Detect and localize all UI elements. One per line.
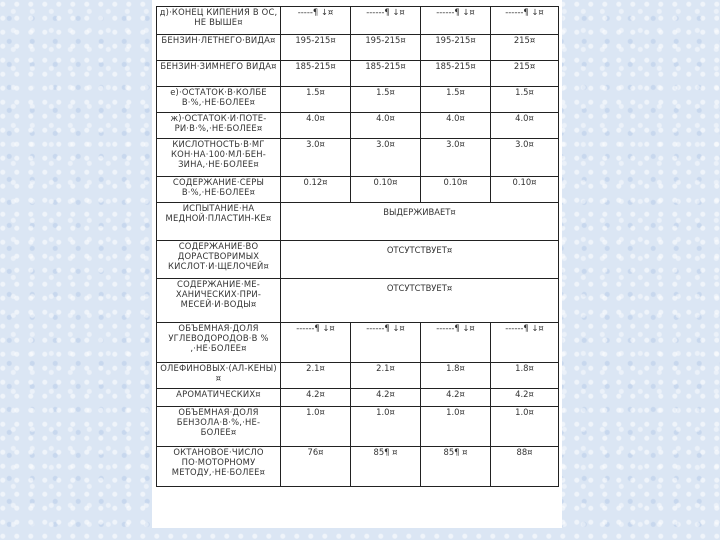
value-cell: ------¶ ↓¤ — [491, 7, 559, 35]
document-page — [152, 0, 562, 528]
value-cell: 185-215¤ — [351, 61, 421, 87]
table-row — [157, 139, 559, 177]
value-cell: 0.10¤ — [421, 177, 491, 203]
value-cell: ------¶ ↓¤ — [421, 7, 491, 35]
value-cell: 215¤ — [491, 61, 559, 87]
value-cell: 1.0¤ — [491, 407, 559, 447]
row-label: КИСЛОТНОСТЬ·В·МГ КОН·НА·100·МЛ·БЕН-ЗИНА,·НЕ·БОЛЕЕ¤ — [157, 139, 281, 177]
table-row — [157, 7, 559, 35]
table-row — [157, 279, 559, 323]
value-cell: 1.8¤ — [421, 363, 491, 389]
table-row — [157, 389, 559, 407]
value-cell: 195-215¤ — [351, 35, 421, 61]
table-row — [157, 61, 559, 87]
value-cell: 1.8¤ — [491, 363, 559, 389]
value-cell: 215¤ — [491, 35, 559, 61]
value-cell: ------¶ ↓¤ — [491, 323, 559, 363]
value-cell: 4.0¤ — [491, 113, 559, 139]
row-label: ж)·ОСТАТОК·И·ПОТЕ-РИ·В·%,·НЕ·БОЛЕЕ¤ — [157, 113, 281, 139]
merged-value-cell: ОТСУТСТВУЕТ¤ — [281, 241, 559, 279]
value-cell: -----¶ ↓¤ — [281, 7, 351, 35]
value-cell: 88¤ — [491, 447, 559, 487]
table-row — [157, 87, 559, 113]
value-cell: 0.10¤ — [491, 177, 559, 203]
value-cell: 185-215¤ — [281, 61, 351, 87]
value-cell: 85¶ ¤ — [351, 447, 421, 487]
value-cell: 2.1¤ — [351, 363, 421, 389]
value-cell: 4.0¤ — [421, 113, 491, 139]
row-label: ОБЪЕМНАЯ·ДОЛЯ УГЛЕВОДОРОДОВ·В % ,·НЕ·БОЛЕЕ¤ — [157, 323, 281, 363]
value-cell: 1.0¤ — [421, 407, 491, 447]
specification-table — [156, 6, 559, 487]
value-cell: 1.5¤ — [351, 87, 421, 113]
value-cell: ------¶ ↓¤ — [421, 323, 491, 363]
value-cell: 4.2¤ — [281, 389, 351, 407]
row-label: д)·КОНЕЦ КИПЕНИЯ В ОС, НЕ ВЫШЕ¤ — [157, 7, 281, 35]
row-label: ИСПЫТАНИЕ·НА МЕДНОЙ·ПЛАСТИН-КЕ¤ — [157, 203, 281, 241]
row-label: ОКТАНОВОЕ·ЧИСЛО ПО·МОТОРНОМУ МЕТОДУ,·НЕ·БОЛЕЕ¤ — [157, 447, 281, 487]
value-cell: 76¤ — [281, 447, 351, 487]
value-cell: 195-215¤ — [281, 35, 351, 61]
row-label: СОДЕРЖАНИЕ·ВО ДОРАСТВОРИМЫХ КИСЛОТ·И·ЩЕЛОЧЕЙ¤ — [157, 241, 281, 279]
value-cell: 1.0¤ — [281, 407, 351, 447]
merged-value-cell: ВЫДЕРЖИВАЕТ¤ — [281, 203, 559, 241]
value-cell: 1.5¤ — [491, 87, 559, 113]
value-cell: 1.0¤ — [351, 407, 421, 447]
value-cell: 195-215¤ — [421, 35, 491, 61]
table-row — [157, 241, 559, 279]
value-cell: 85¶ ¤ — [421, 447, 491, 487]
value-cell: 185-215¤ — [421, 61, 491, 87]
value-cell: 4.2¤ — [421, 389, 491, 407]
value-cell: 0.12¤ — [281, 177, 351, 203]
value-cell: 3.0¤ — [491, 139, 559, 177]
row-label: СОДЕРЖАНИЕ·МЕ-ХАНИЧЕСКИХ·ПРИ-МЕСЕЙ·И·ВОДЫ¤ — [157, 279, 281, 323]
value-cell: 4.0¤ — [351, 113, 421, 139]
value-cell: ------¶ ↓¤ — [281, 323, 351, 363]
row-label: е)·ОСТАТОК·В·КОЛБЕ В·%,·НЕ·БОЛЕЕ¤ — [157, 87, 281, 113]
value-cell: 4.2¤ — [351, 389, 421, 407]
value-cell: 3.0¤ — [281, 139, 351, 177]
table-row — [157, 323, 559, 363]
value-cell: 2.1¤ — [281, 363, 351, 389]
table-row — [157, 363, 559, 389]
value-cell: ------¶ ↓¤ — [351, 323, 421, 363]
row-label: ОБЪЕМНАЯ·ДОЛЯ БЕНЗОЛА·В·%,·НЕ-БОЛЕЕ¤ — [157, 407, 281, 447]
value-cell: 1.5¤ — [281, 87, 351, 113]
merged-value-cell: ОТСУТСТВУЕТ¤ — [281, 279, 559, 323]
value-cell: 3.0¤ — [421, 139, 491, 177]
table-row — [157, 203, 559, 241]
row-label: АРОМАТИЧЕСКИХ¤ — [157, 389, 281, 407]
value-cell: 1.5¤ — [421, 87, 491, 113]
value-cell: 3.0¤ — [351, 139, 421, 177]
table-row — [157, 35, 559, 61]
table-row — [157, 447, 559, 487]
row-label: ОЛЕФИНОВЫХ·(АЛ-КЕНЫ)¤ — [157, 363, 281, 389]
row-label: СОДЕРЖАНИЕ·СЕРЫ В·%,·НЕ·БОЛЕЕ¤ — [157, 177, 281, 203]
value-cell: 4.2¤ — [491, 389, 559, 407]
value-cell: ------¶ ↓¤ — [351, 7, 421, 35]
value-cell: 0.10¤ — [351, 177, 421, 203]
table-row — [157, 177, 559, 203]
table-row — [157, 407, 559, 447]
table-row — [157, 113, 559, 139]
value-cell: 4.0¤ — [281, 113, 351, 139]
row-label: БЕНЗИН·ЛЕТНЕГО·ВИДА¤ — [157, 35, 281, 61]
row-label: БЕНЗИН·ЗИМНЕГО ВИДА¤ — [157, 61, 281, 87]
